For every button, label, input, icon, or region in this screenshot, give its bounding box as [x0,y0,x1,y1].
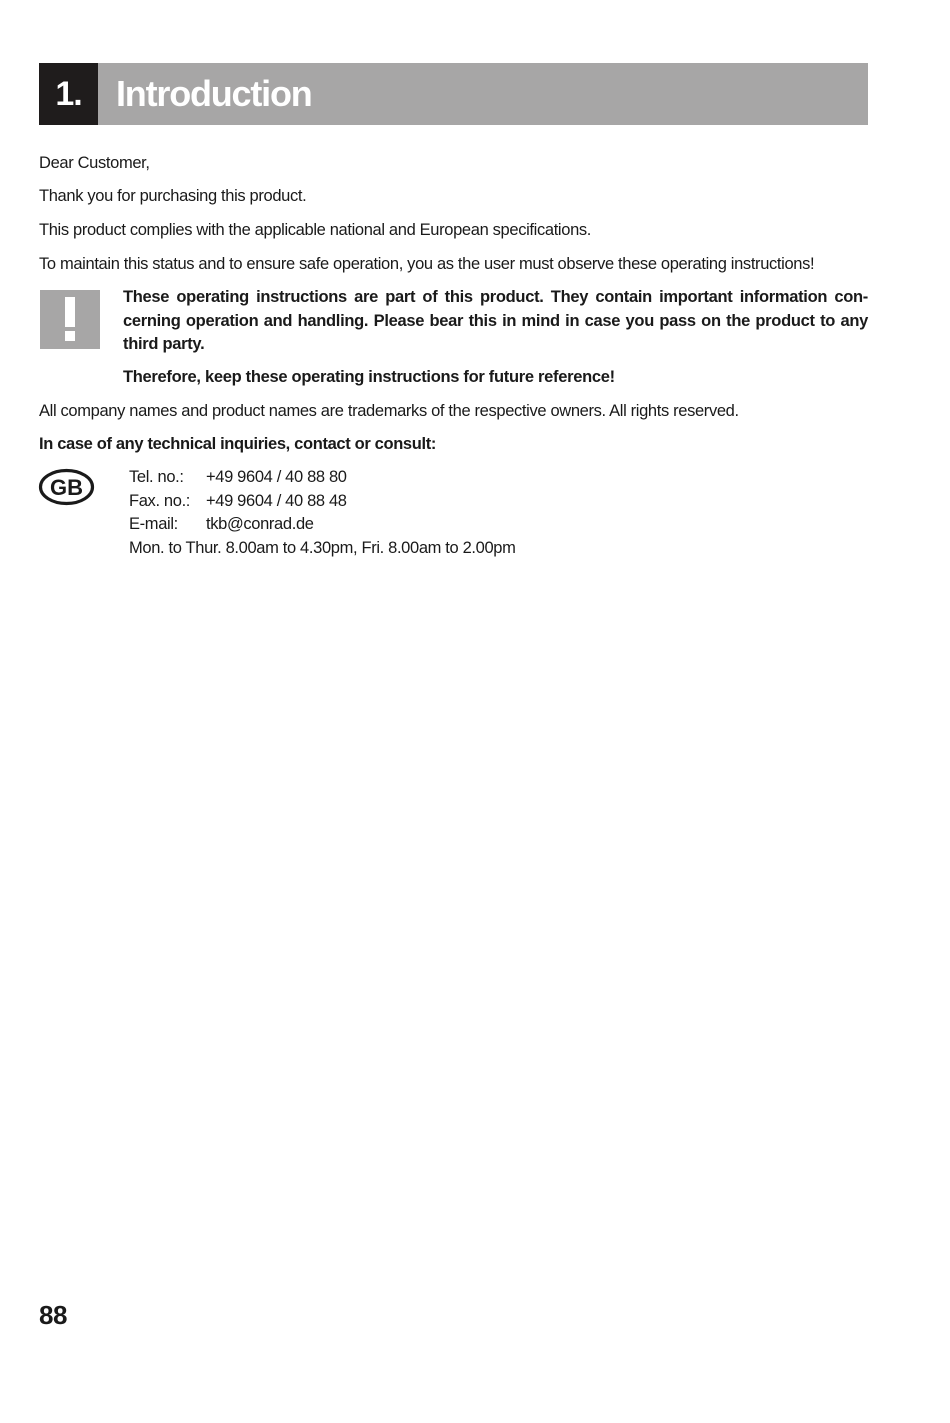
exclamation-icon [40,290,100,349]
contact-hours [129,537,516,561]
greeting-text: Dear Customer, [39,154,150,172]
section-number: 1. [39,63,98,125]
thanks-text: Thank you for purchasing this product. [39,187,307,205]
contact-row-fax [129,490,516,514]
tel-value: +49 9604 / 40 88 80 [206,468,347,486]
email-value[interactable]: tkb@conrad.de [206,515,314,533]
page-number: 88 [39,1300,67,1330]
contact-details [129,466,516,560]
section-title: Introduction [98,63,868,125]
gb-country-label: GB [50,475,83,500]
fax-value: +49 9604 / 40 88 48 [206,491,347,510]
contact-row-email [129,513,516,537]
warning-text: These operating instructions are part of this product. They contain important information con-cerning operation and handling. Please bear this in mind in case you pass on the product to any third party. [123,288,868,353]
section-header [39,63,868,125]
trademarks-text: All company names and product names are trademarks of the respective owners. All rights reserved. [39,402,739,420]
email-label: E-mail: [129,515,178,533]
maintain-text: To maintain this status and to ensure safe operation, you as the user must observe these operating instructions! [39,255,815,273]
warning-keep-text: Therefore, keep these operating instructions for future reference! [123,368,615,386]
inquiries-heading: In case of any technical inquiries, contact or consult: [39,435,437,453]
contact-row-tel [129,466,516,490]
tel-label: Tel. no.: [129,468,184,486]
fax-label: Fax. no.: [129,491,191,510]
compliance-text: This product complies with the applicable national and European specifications. [39,221,592,239]
gb-country-icon [38,468,95,506]
hours-text: Mon. to Thur. 8.00am to 4.30pm, Fri. 8.00am to 2.00pm [129,538,516,557]
